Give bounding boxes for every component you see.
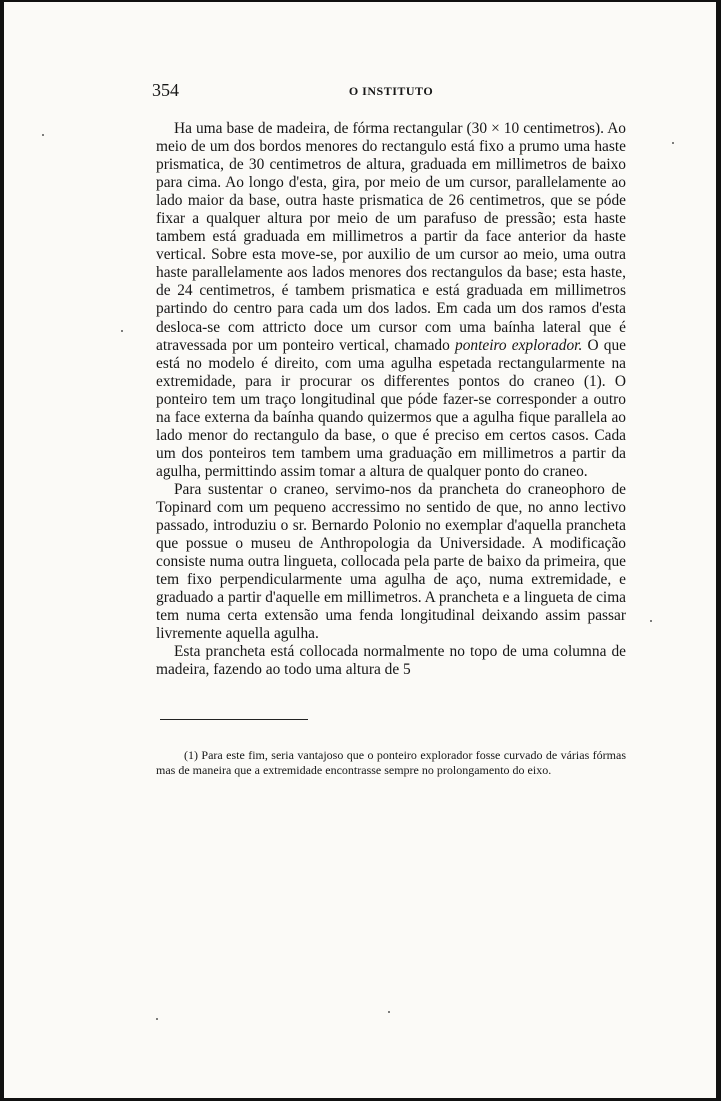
running-title: O INSTITUTO bbox=[348, 84, 434, 98]
page-content bbox=[152, 80, 626, 789]
scan-speck bbox=[388, 1011, 390, 1013]
scan-speck bbox=[156, 1018, 158, 1020]
italic-term: ponteiro explorador. bbox=[455, 336, 583, 354]
scan-speck bbox=[121, 330, 123, 332]
footnote-divider bbox=[160, 719, 308, 720]
footnote: (1) Para este fim, seria vantajoso que o ponteiro explorador fosse curvado de várias fórmas mas de maneira que a extremidade encontrasse sempre no prolongamento do eixo. bbox=[156, 748, 626, 777]
paragraph: Esta prancheta está collocada normalmente no topo de uma columna de madeira, fazendo ao todo uma altura de 5 bbox=[156, 643, 626, 679]
running-head bbox=[152, 80, 626, 102]
paragraph bbox=[156, 120, 626, 481]
scan-speck bbox=[42, 134, 44, 136]
paragraph: Para sustentar o craneo, servimo-nos da prancheta do craneophoro de Topinard com um pequeno accressimo no sentido de que, no anno lectivo passado, introduziu o sr. Bernardo Polonio no exemplar d'aquella prancheta que possue o museu de Anthropologia da Universidade. A modificação consiste numa outra lingueta, collocada pela parte de baixo da primeira, que tem fixo perpendicularmente uma agulha de aço, numa extremidade, e graduado a partir d'aquelle em millimetros. A prancheta e a lingueta de cima tem numa certa extensão uma fenda longitudinal deixando assim passar livremente aquella agulha. bbox=[156, 480, 626, 643]
paragraph-text: Ha uma base de madeira, de fórma rectangular (30 × 10 centimetros). Ao meio de um dos bordos menores do rectangulo está fixo a prumo uma haste prismatica, de 30 centimetros de altura, graduada em millimetros de baixo para cima. Ao longo d'esta, gira, por meio de um cursor, parallelamente ao lado maior da base, outra haste prismatica de 26 centimetros, que se póde fixar a qualquer altura por meio de um parafuso de pressão; esta haste tambem está graduada em millimetros a partir da face anterior da haste vertical. Sobre esta move-se, por auxilio de um cursor ao meio, uma outra haste parallelamente aos lados menores dos rectangulos da base; esta haste, de 24 centimetros, é tambem prismatica e está graduada em millimetros partindo do centro para cada um dos lados. Em cada um dos ramos d'esta desloca-se com attricto doce um cursor com uma baínha lateral que é atravessada por um ponteiro vertical, chamado bbox=[156, 120, 626, 354]
scan-speck bbox=[650, 620, 652, 622]
scan-speck bbox=[672, 142, 674, 144]
page-number: 354 bbox=[152, 80, 179, 100]
paragraph-text: O que está no modelo é direito, com uma agulha espetada rectangularmente na extremidade, para ir procurar os differentes pontos do craneo (1). O ponteiro tem um traço longitudinal que póde fazer-se corresponder a outro na face externa da baínha quando quizermos que a agulha fique parallela ao lado menor do rectangulo da base, o que é preciso em certos casos. Cada um dos ponteiros tem tambem uma graduação em millimetros a partir da agulha, permittindo assim tomar a altura de qualquer ponto do craneo. bbox=[156, 336, 626, 480]
body-text bbox=[156, 120, 626, 679]
